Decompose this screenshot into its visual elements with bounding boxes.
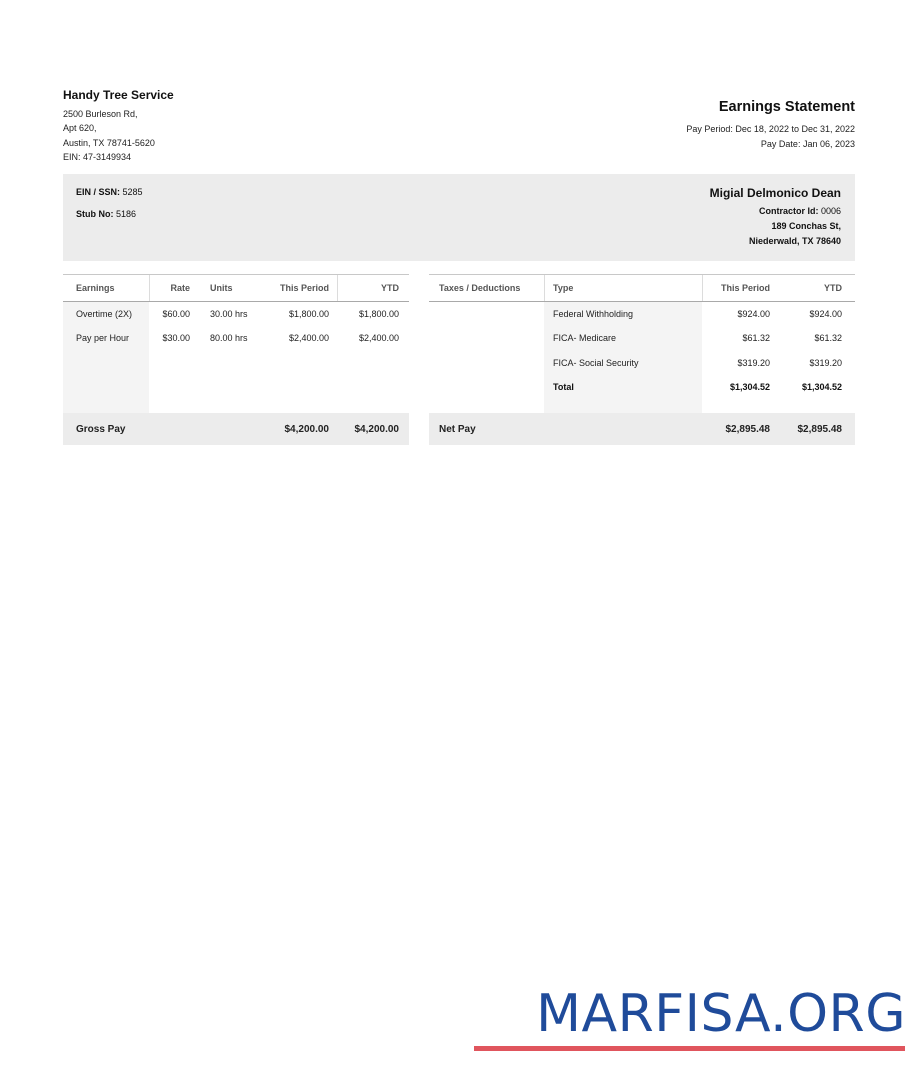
earnings-rate: $30.00 [162, 333, 190, 343]
deduction-this-period: $61.32 [742, 333, 770, 343]
gross-pay-ytd: $4,200.00 [354, 424, 399, 435]
contractor-id [759, 206, 841, 216]
earnings-header-units: Units [210, 283, 233, 293]
stub-label: Stub No: [76, 209, 114, 219]
statement-title: Earnings Statement [718, 99, 855, 115]
deduction-type: Federal Withholding [553, 309, 634, 319]
deduction-this-period: $319.20 [737, 358, 770, 368]
pay-date: Pay Date: Jan 06, 2023 [760, 139, 855, 149]
company-address-line-1: 2500 Burleson Rd, [63, 109, 138, 119]
contractor-id-label: Contractor Id: [758, 206, 819, 216]
ein-ssn-label: EIN / SSN: [76, 187, 121, 197]
company-address-line-3: Austin, TX 78741-5620 [63, 138, 155, 148]
payee-address-line-2: Niederwald, TX 78640 [748, 236, 841, 246]
earnings-header-rate: Rate [170, 283, 190, 293]
deduction-type: FICA- Social Security [553, 358, 639, 368]
stub-value: 5186 [113, 209, 137, 219]
watermark-underline [474, 1046, 905, 1051]
gross-pay-this-period: $4,200.00 [284, 424, 329, 435]
earnings-header-this-period: This Period [279, 283, 329, 293]
earnings-ytd: $2,400.00 [358, 333, 399, 343]
deductions-total-label: Total [553, 382, 574, 392]
payee-address-line-1: 189 Conchas St, [771, 221, 841, 231]
watermark-logo: MARFISA.ORG [536, 984, 906, 1044]
deductions-header-this-period: This Period [720, 283, 770, 293]
earnings-header-row [63, 275, 409, 302]
earnings-this-period: $2,400.00 [288, 333, 329, 343]
earnings-name: Pay per Hour [76, 333, 130, 343]
net-pay-label: Net Pay [439, 424, 476, 435]
deductions-total-this-period: $1,304.52 [729, 382, 770, 392]
deductions-total-ytd: $1,304.52 [801, 382, 842, 392]
ein-ssn [76, 187, 143, 197]
earnings-table [63, 274, 409, 445]
deduction-ytd: $61.32 [814, 333, 842, 343]
company-ein: EIN: 47-3149934 [63, 152, 132, 162]
gross-pay-row [63, 413, 409, 445]
deductions-header-row [429, 275, 855, 302]
deductions-header-ytd: YTD [824, 283, 842, 293]
earnings-this-period: $1,800.00 [288, 309, 329, 319]
deductions-header-taxes: Taxes / Deductions [439, 283, 521, 293]
earnings-header-ytd: YTD [381, 283, 399, 293]
company-address-line-2: Apt 620, [63, 123, 97, 133]
company-name: Handy Tree Service [63, 88, 174, 102]
earnings-units: 30.00 hrs [210, 309, 248, 319]
deduction-ytd: $319.20 [809, 358, 842, 368]
deduction-this-period: $924.00 [737, 309, 770, 319]
earnings-header-earnings: Earnings [76, 283, 115, 293]
contractor-id-value: 0006 [818, 206, 841, 216]
earnings-name: Overtime (2X) [76, 309, 133, 319]
deduction-type: FICA- Medicare [553, 333, 617, 343]
net-pay-row [429, 413, 855, 445]
deductions-table [429, 274, 855, 445]
pay-period: Pay Period: Dec 18, 2022 to Dec 31, 2022 [686, 124, 855, 134]
ein-ssn-value: 5285 [120, 187, 143, 197]
net-pay-ytd: $2,895.48 [797, 424, 842, 435]
earnings-units: 80.00 hrs [210, 333, 248, 343]
net-pay-this-period: $2,895.48 [725, 424, 770, 435]
earnings-ytd: $1,800.00 [358, 309, 399, 319]
deduction-ytd: $924.00 [809, 309, 842, 319]
stub-number [76, 209, 136, 219]
earnings-rate: $60.00 [162, 309, 190, 319]
deductions-header-type: Type [553, 283, 574, 293]
gross-pay-label: Gross Pay [76, 424, 126, 435]
payee-name: Migial Delmonico Dean [709, 186, 841, 200]
